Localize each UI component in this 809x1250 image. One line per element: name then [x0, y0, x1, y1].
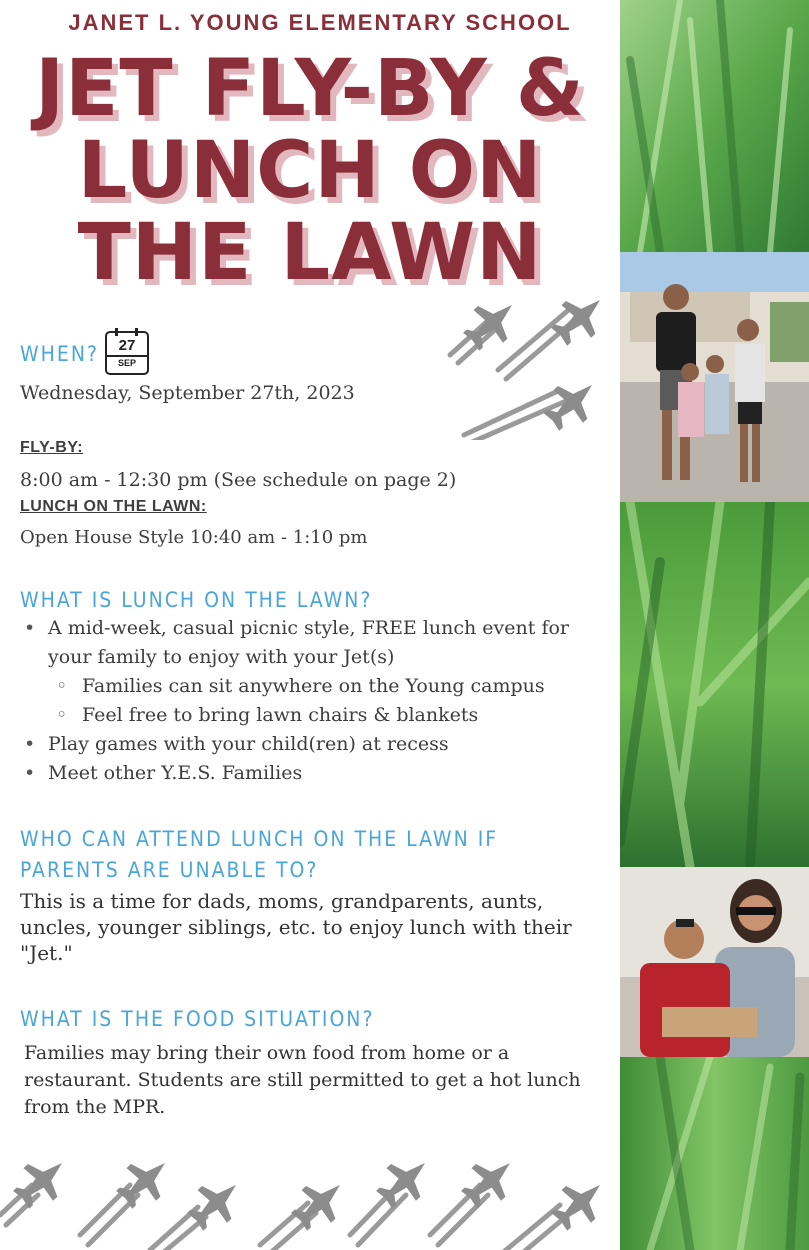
food-heading: WHAT IS THE FOOD SITUATION?	[20, 1007, 375, 1031]
title-line-2: LUNCH ON	[77, 126, 543, 216]
when-heading: WHEN?	[20, 342, 99, 366]
family-photo	[620, 252, 809, 502]
who-heading: WHO CAN ATTEND LUNCH ON THE LAWN IF PARENTS ARE UNABLE TO?	[20, 827, 499, 882]
grass-image	[620, 502, 809, 867]
calendar-icon	[105, 331, 149, 375]
list-item: ◦ Feel free to bring lawn chairs & blankets	[20, 701, 600, 730]
photo-strip	[620, 0, 809, 1250]
what-is-heading: WHAT IS LUNCH ON THE LAWN?	[20, 588, 373, 612]
flyby-time: 8:00 am - 12:30 pm (See schedule on page 2)	[20, 469, 457, 491]
mother-son-photo	[620, 867, 809, 1057]
grass-image	[620, 0, 809, 252]
grass-image	[620, 1057, 809, 1250]
title-line-3: THE LAWN	[77, 208, 543, 298]
lunch-label: LUNCH ON THE LAWN:	[20, 498, 207, 515]
jets-graphic-top	[440, 295, 610, 440]
event-title	[0, 44, 620, 298]
school-name: JANET L. YOUNG ELEMENTARY SCHOOL	[68, 10, 572, 35]
what-is-list	[20, 614, 600, 788]
calendar-month: SEP	[107, 355, 147, 369]
list-item: • Play games with your child(ren) at recess	[20, 730, 600, 759]
who-answer: This is a time for dads, moms, grandparents, aunts, uncles, younger siblings, etc. to enjoy lunch with their "Jet."	[20, 889, 572, 965]
list-item: ◦ Families can sit anywhere on the Young campus	[20, 672, 600, 701]
list-item: • Meet other Y.E.S. Families	[20, 759, 600, 788]
jets-graphic-bottom	[0, 1145, 620, 1250]
food-answer: Families may bring their own food from home or a restaurant. Students are still permitted to get a hot lunch from the MPR.	[24, 1042, 581, 1118]
calendar-day: 27	[118, 337, 136, 354]
title-line-1: JET FLY-BY &	[35, 44, 585, 134]
list-item: • A mid-week, casual picnic style, FREE lunch event for your family to enjoy with your Jet(s)	[20, 614, 600, 672]
event-date: Wednesday, September 27th, 2023	[20, 382, 355, 404]
calendar-ring-icon	[135, 328, 138, 336]
lunch-time: Open House Style 10:40 am - 1:10 pm	[20, 527, 368, 548]
flyby-label: FLY-BY:	[20, 439, 84, 456]
calendar-ring-icon	[115, 328, 118, 336]
